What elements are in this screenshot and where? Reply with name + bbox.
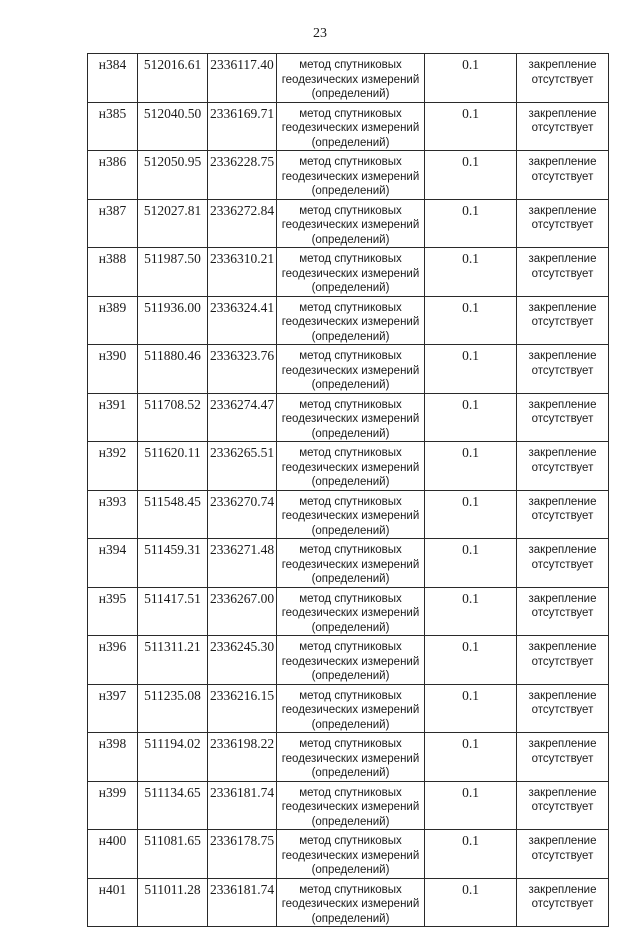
fixing-line: отсутствует <box>531 510 594 522</box>
method-line: (определений) <box>311 912 390 925</box>
method-line: (определений) <box>311 767 390 779</box>
method-line: метод спутниковых <box>299 835 402 847</box>
accuracy-cell: 0.1 <box>425 296 517 345</box>
fixing-cell <box>517 296 609 345</box>
method-cell <box>277 296 425 345</box>
y-coordinate-cell: 2336169.71 <box>208 102 277 151</box>
fixing-line: отсутствует <box>531 316 594 328</box>
table-row <box>88 345 609 394</box>
fixing-line: отсутствует <box>531 752 594 765</box>
method-line: (определений) <box>311 233 390 246</box>
fixing-cell <box>517 830 609 879</box>
method-line: геодезических измерений <box>281 898 420 910</box>
y-coordinate-cell: 2336181.74 <box>208 781 277 830</box>
fixing-cell <box>517 102 609 151</box>
y-coordinate-cell: 2336216.15 <box>208 684 277 733</box>
table-row <box>88 781 609 830</box>
accuracy-cell: 0.1 <box>425 442 517 491</box>
point-id-cell: н386 <box>88 151 138 200</box>
method-cell <box>277 248 425 297</box>
fixing-line: отсутствует <box>531 170 594 183</box>
accuracy-cell: 0.1 <box>425 733 517 782</box>
fixing-line: закрепление <box>528 59 597 71</box>
accuracy-cell: 0.1 <box>425 587 517 636</box>
y-coordinate-cell: 2336178.75 <box>208 830 277 879</box>
accuracy-cell: 0.1 <box>425 102 517 151</box>
accuracy-cell: 0.1 <box>425 830 517 879</box>
x-coordinate-cell: 511987.50 <box>138 248 208 297</box>
fixing-cell <box>517 684 609 733</box>
point-id-cell: н391 <box>88 393 138 442</box>
method-line: геодезических измерений <box>281 704 420 716</box>
method-cell <box>277 684 425 733</box>
table-row <box>88 830 609 879</box>
table-row <box>88 54 609 103</box>
point-id-cell: н389 <box>88 296 138 345</box>
fixing-line: закрепление <box>528 641 597 653</box>
x-coordinate-cell: 511708.52 <box>138 393 208 442</box>
x-coordinate-cell: 511235.08 <box>138 684 208 733</box>
point-id-cell: н396 <box>88 636 138 685</box>
point-id-cell: н395 <box>88 587 138 636</box>
method-cell <box>277 539 425 588</box>
accuracy-cell: 0.1 <box>425 539 517 588</box>
accuracy-cell: 0.1 <box>425 151 517 200</box>
method-line: геодезических измерений <box>281 364 420 377</box>
method-line: (определений) <box>311 621 390 634</box>
table-row <box>88 684 609 733</box>
table-row <box>88 636 609 685</box>
point-id-cell: н390 <box>88 345 138 394</box>
method-line: метод спутниковых <box>299 350 402 362</box>
method-line: (определений) <box>311 864 390 876</box>
fixing-line: закрепление <box>528 738 597 750</box>
method-line: (определений) <box>311 476 390 488</box>
method-line: метод спутниковых <box>299 883 402 896</box>
method-cell <box>277 199 425 248</box>
table-row <box>88 878 609 927</box>
fixing-line: закрепление <box>528 204 597 217</box>
method-line: геодезических измерений <box>281 607 420 619</box>
y-coordinate-cell: 2336324.41 <box>208 296 277 345</box>
y-coordinate-cell: 2336265.51 <box>208 442 277 491</box>
table-row <box>88 587 609 636</box>
method-line: геодезических измерений <box>281 267 420 280</box>
fixing-line: отсутствует <box>531 898 594 910</box>
accuracy-cell: 0.1 <box>425 878 517 927</box>
y-coordinate-cell: 2336198.22 <box>208 733 277 782</box>
fixing-cell <box>517 539 609 588</box>
fixing-line: закрепление <box>528 156 597 168</box>
method-line: (определений) <box>311 670 390 682</box>
fixing-line: отсутствует <box>531 73 594 86</box>
fixing-line: закрепление <box>528 689 597 702</box>
point-id-cell: н394 <box>88 539 138 588</box>
y-coordinate-cell: 2336272.84 <box>208 199 277 248</box>
fixing-line: закрепление <box>528 398 597 411</box>
x-coordinate-cell: 511417.51 <box>138 587 208 636</box>
table-row <box>88 539 609 588</box>
method-line: метод спутниковых <box>299 447 402 459</box>
y-coordinate-cell: 2336310.21 <box>208 248 277 297</box>
method-line: метод спутниковых <box>299 301 402 314</box>
x-coordinate-cell: 511936.00 <box>138 296 208 345</box>
method-line: метод спутниковых <box>299 253 402 265</box>
method-line: геодезических измерений <box>281 801 420 813</box>
method-line: метод спутниковых <box>299 738 402 750</box>
method-line: геодезических измерений <box>281 849 420 862</box>
x-coordinate-cell: 511459.31 <box>138 539 208 588</box>
point-id-cell: н388 <box>88 248 138 297</box>
fixing-line: закрепление <box>528 544 597 556</box>
fixing-cell <box>517 248 609 297</box>
y-coordinate-cell: 2336323.76 <box>208 345 277 394</box>
fixing-cell <box>517 393 609 442</box>
fixing-cell <box>517 490 609 539</box>
method-line: (определений) <box>311 282 390 294</box>
table-row <box>88 248 609 297</box>
point-id-cell: н400 <box>88 830 138 879</box>
method-cell <box>277 151 425 200</box>
accuracy-cell: 0.1 <box>425 490 517 539</box>
fixing-line: отсутствует <box>531 849 594 862</box>
fixing-cell <box>517 54 609 103</box>
method-line: геодезических измерений <box>281 73 420 86</box>
x-coordinate-cell: 512027.81 <box>138 199 208 248</box>
x-coordinate-cell: 511194.02 <box>138 733 208 782</box>
method-line: геодезических измерений <box>281 461 420 474</box>
point-id-cell: н387 <box>88 199 138 248</box>
fixing-line: закрепление <box>528 883 597 896</box>
x-coordinate-cell: 511548.45 <box>138 490 208 539</box>
table-row <box>88 151 609 200</box>
table-row <box>88 393 609 442</box>
table-body <box>88 54 609 927</box>
fixing-line: закрепление <box>528 835 597 847</box>
fixing-line: закрепление <box>528 350 597 362</box>
fixing-line: закрепление <box>528 592 597 605</box>
x-coordinate-cell: 511081.65 <box>138 830 208 879</box>
table-row <box>88 442 609 491</box>
fixing-line: закрепление <box>528 495 597 508</box>
method-cell <box>277 490 425 539</box>
x-coordinate-cell: 512016.61 <box>138 54 208 103</box>
method-line: (определений) <box>311 524 390 537</box>
fixing-line: отсутствует <box>531 558 594 571</box>
table-row <box>88 199 609 248</box>
y-coordinate-cell: 2336267.00 <box>208 587 277 636</box>
method-line: (определений) <box>311 379 390 391</box>
fixing-cell <box>517 442 609 491</box>
method-line: геодезических измерений <box>281 122 420 134</box>
point-id-cell: н393 <box>88 490 138 539</box>
method-line: метод спутниковых <box>299 689 402 702</box>
method-line: (определений) <box>311 88 390 100</box>
method-line: метод спутниковых <box>299 592 402 605</box>
accuracy-cell: 0.1 <box>425 345 517 394</box>
point-id-cell: н398 <box>88 733 138 782</box>
table-row <box>88 490 609 539</box>
fixing-line: отсутствует <box>531 267 594 280</box>
y-coordinate-cell: 2336117.40 <box>208 54 277 103</box>
fixing-line: отсутствует <box>531 461 594 474</box>
accuracy-cell: 0.1 <box>425 781 517 830</box>
method-cell <box>277 733 425 782</box>
fixing-cell <box>517 733 609 782</box>
method-line: метод спутниковых <box>299 641 402 653</box>
method-cell <box>277 442 425 491</box>
accuracy-cell: 0.1 <box>425 684 517 733</box>
point-id-cell: н384 <box>88 54 138 103</box>
method-line: метод спутниковых <box>299 544 402 556</box>
fixing-line: закрепление <box>528 786 597 799</box>
accuracy-cell: 0.1 <box>425 393 517 442</box>
method-cell <box>277 345 425 394</box>
method-cell <box>277 587 425 636</box>
method-line: метод спутниковых <box>299 204 402 217</box>
point-id-cell: н401 <box>88 878 138 927</box>
fixing-line: закрепление <box>528 253 597 265</box>
accuracy-cell: 0.1 <box>425 54 517 103</box>
point-id-cell: н397 <box>88 684 138 733</box>
point-id-cell: н385 <box>88 102 138 151</box>
x-coordinate-cell: 511011.28 <box>138 878 208 927</box>
method-line: метод спутниковых <box>299 495 402 508</box>
point-id-cell: н392 <box>88 442 138 491</box>
method-cell <box>277 636 425 685</box>
fixing-cell <box>517 781 609 830</box>
fixing-cell <box>517 345 609 394</box>
fixing-cell <box>517 199 609 248</box>
method-line: (определений) <box>311 815 390 828</box>
x-coordinate-cell: 511620.11 <box>138 442 208 491</box>
y-coordinate-cell: 2336245.30 <box>208 636 277 685</box>
fixing-line: отсутствует <box>531 655 594 668</box>
method-cell <box>277 781 425 830</box>
method-line: геодезических измерений <box>281 316 420 328</box>
method-line: геодезических измерений <box>281 655 420 668</box>
x-coordinate-cell: 511880.46 <box>138 345 208 394</box>
method-line: геодезических измерений <box>281 413 420 425</box>
method-cell <box>277 878 425 927</box>
y-coordinate-cell: 2336270.74 <box>208 490 277 539</box>
method-line: геодезических измерений <box>281 219 420 231</box>
method-line: (определений) <box>311 185 390 197</box>
fixing-cell <box>517 878 609 927</box>
fixing-line: закрепление <box>528 301 597 314</box>
method-cell <box>277 102 425 151</box>
method-line: геодезических измерений <box>281 510 420 522</box>
method-cell <box>277 54 425 103</box>
table-row <box>88 296 609 345</box>
fixing-line: отсутствует <box>531 704 594 716</box>
accuracy-cell: 0.1 <box>425 199 517 248</box>
method-cell <box>277 393 425 442</box>
method-line: геодезических измерений <box>281 752 420 765</box>
fixing-cell <box>517 151 609 200</box>
method-line: (определений) <box>311 330 390 343</box>
method-line: метод спутниковых <box>299 786 402 799</box>
y-coordinate-cell: 2336228.75 <box>208 151 277 200</box>
fixing-line: закрепление <box>528 107 597 120</box>
method-line: (определений) <box>311 427 390 440</box>
page-number: 23 <box>313 26 327 41</box>
method-line: (определений) <box>311 136 390 149</box>
y-coordinate-cell: 2336274.47 <box>208 393 277 442</box>
method-line: метод спутниковых <box>299 59 402 71</box>
fixing-line: отсутствует <box>531 219 594 231</box>
point-id-cell: н399 <box>88 781 138 830</box>
x-coordinate-cell: 512040.50 <box>138 102 208 151</box>
fixing-line: отсутствует <box>531 801 594 813</box>
table-row <box>88 733 609 782</box>
fixing-cell <box>517 587 609 636</box>
method-line: метод спутниковых <box>299 156 402 168</box>
y-coordinate-cell: 2336271.48 <box>208 539 277 588</box>
fixing-cell <box>517 636 609 685</box>
method-line: геодезических измерений <box>281 558 420 571</box>
fixing-line: отсутствует <box>531 413 594 425</box>
coordinates-table <box>87 53 609 927</box>
method-cell <box>277 830 425 879</box>
table-row <box>88 102 609 151</box>
method-line: (определений) <box>311 573 390 585</box>
method-line: геодезических измерений <box>281 170 420 183</box>
x-coordinate-cell: 512050.95 <box>138 151 208 200</box>
x-coordinate-cell: 511134.65 <box>138 781 208 830</box>
method-line: (определений) <box>311 718 390 731</box>
accuracy-cell: 0.1 <box>425 248 517 297</box>
accuracy-cell: 0.1 <box>425 636 517 685</box>
method-line: метод спутниковых <box>299 398 402 411</box>
y-coordinate-cell: 2336181.74 <box>208 878 277 927</box>
fixing-line: отсутствует <box>531 364 594 377</box>
fixing-line: отсутствует <box>531 122 594 134</box>
fixing-line: закрепление <box>528 447 597 459</box>
method-line: метод спутниковых <box>299 107 402 120</box>
x-coordinate-cell: 511311.21 <box>138 636 208 685</box>
fixing-line: отсутствует <box>531 607 594 619</box>
